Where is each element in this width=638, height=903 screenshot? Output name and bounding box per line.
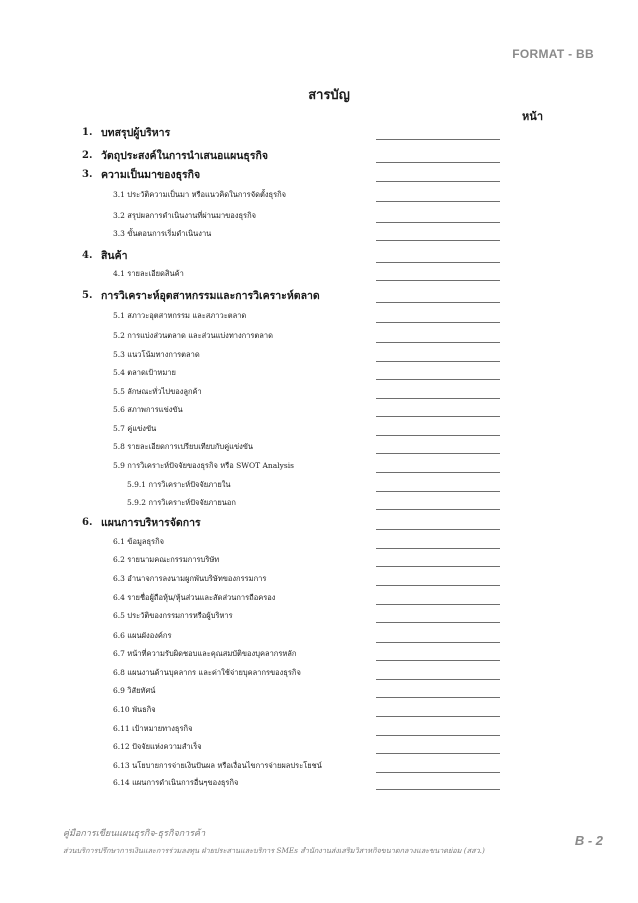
toc-subsection	[0, 738, 638, 756]
page-number-blank-line	[376, 660, 500, 661]
toc-entry-label: 5.9 การวิเคราะห์ปัจจัยของธุรกิจ หรือ SWOT Analysis	[113, 461, 294, 470]
page-number-blank-line	[376, 548, 500, 549]
toc-entry-label: บทสรุปผู้บริหาร	[101, 127, 171, 139]
page-number-blank-line	[376, 342, 500, 343]
page-number-blank-line	[376, 361, 500, 362]
page-number-blank-line	[376, 642, 500, 643]
toc-entry-label: 6.10 พันธกิจ	[113, 705, 156, 714]
toc-section-number: 3.	[82, 169, 93, 180]
page-number-blank-line	[376, 280, 500, 281]
toc-subsection	[0, 607, 638, 625]
toc-entry-label: 5.9.1 การวิเคราะห์ปัจจัยภายใน	[127, 480, 231, 489]
toc-subsection	[0, 307, 638, 325]
toc-subsection	[0, 327, 638, 345]
page-number-blank-line	[376, 240, 500, 241]
toc-entry-label: 6.3 อำนาจการลงนามผูกพันบริษัทของกรรมการ	[113, 574, 267, 583]
format-label: FORMAT - BB	[512, 47, 594, 61]
toc-section	[0, 147, 638, 165]
toc-entry-label: 5.3 แนวโน้มทางการตลาด	[113, 350, 200, 359]
toc-entry-label: 6.7 หน้าที่ความรับผิดชอบและคุณสมบัติของบุคลากรหลัก	[113, 649, 297, 658]
toc-entry-label: สินค้า	[101, 250, 128, 262]
page-number-blank-line	[376, 491, 500, 492]
footer-organization: ส่วนบริการปรึกษาการเงินและการร่วมลงทุน ฝ่ายประสานและบริการ SMEs สำนักงานส่งเสริมวิสาหกิจขนาดกลางและขนาดย่อม (สสว.)	[63, 846, 485, 855]
toc-subsection	[0, 627, 638, 645]
page-number-blank-line	[376, 453, 500, 454]
toc-entry-label: 6.2 รายนามคณะกรรมการบริษัท	[113, 555, 220, 564]
toc-subsection	[0, 701, 638, 719]
toc-entry-label: 3.1 ประวัติความเป็นมา หรือแนวคิดในการจัดตั้งธุรกิจ	[113, 190, 287, 199]
toc-subsection	[0, 533, 638, 551]
toc-subsection	[0, 207, 638, 225]
toc-subsection	[0, 420, 638, 438]
page-number-blank-line	[376, 604, 500, 605]
toc-subsection	[0, 186, 638, 204]
toc-subsection	[0, 225, 638, 243]
page-number-blank-line	[376, 753, 500, 754]
toc-entry-label: 4.1 รายละเอียดสินค้า	[113, 269, 184, 278]
toc-subsection	[0, 720, 638, 738]
toc-entry-label: 6.9 วิสัยทัศน์	[113, 686, 156, 695]
page-number-blank-line	[376, 716, 500, 717]
page-number-blank-line	[376, 398, 500, 399]
page-number-blank-line	[376, 322, 500, 323]
page-number-blank-line	[376, 622, 500, 623]
page-number-blank-line	[376, 435, 500, 436]
toc-section	[0, 166, 638, 184]
page-number-blank-line	[376, 472, 500, 473]
page-number-blank-line	[376, 697, 500, 698]
toc-section-number: 6.	[82, 517, 93, 528]
toc-entry-label: 3.2 สรุปผลการดำเนินงานที่ผ่านมาของธุรกิจ	[113, 211, 257, 220]
toc-entry-label: 6.12 ปัจจัยแห่งความสำเร็จ	[113, 742, 202, 751]
page-number-blank-line	[376, 162, 500, 163]
toc-entry-label: 5.4 ตลาดเป้าหมาย	[113, 368, 176, 377]
toc-entry-label: 6.4 รายชื่อผู้ถือหุ้น/หุ้นส่วนและสัดส่วนการถือครอง	[113, 593, 276, 602]
page-number-blank-line	[376, 679, 500, 680]
toc-subsection	[0, 664, 638, 682]
toc-subsection	[0, 383, 638, 401]
toc-subsection	[0, 346, 638, 364]
toc-subsection	[0, 438, 638, 456]
toc-entry-label: 5.7 คู่แข่งขัน	[113, 424, 157, 433]
toc-section	[0, 124, 638, 142]
toc-entry-label: 6.5 ประวัติของกรรมการหรือผู้บริหาร	[113, 611, 233, 620]
toc-entry-label: 6.13 นโยบายการจ่ายเงินปันผล หรือเงื่อนไขการจ่ายผลประโยชน์	[113, 761, 322, 770]
page-number-blank-line	[376, 262, 500, 263]
toc-entry-label: วัตถุประสงค์ในการนำเสนอแผนธุรกิจ	[101, 150, 268, 162]
page-number-blank-line	[376, 566, 500, 567]
toc-subsection	[0, 682, 638, 700]
page-number-blank-line	[376, 789, 500, 790]
page-number-blank-line	[376, 772, 500, 773]
toc-entry-label: ความเป็นมาของธุรกิจ	[101, 169, 201, 181]
toc-subsection	[0, 589, 638, 607]
toc-entry-label: แผนการบริหารจัดการ	[101, 517, 201, 529]
toc-entry-label: 5.2 การแบ่งส่วนตลาด และส่วนแบ่งทางการตลาด	[113, 331, 273, 340]
toc-section	[0, 247, 638, 265]
toc-subsection	[0, 476, 638, 494]
page-number-blank-line	[376, 509, 500, 510]
toc-entry-label: 5.8 รายละเอียดการเปรียบเทียบกับคู่แข่งขัน	[113, 442, 254, 451]
toc-entry-label: 3.3 ขั้นตอนการเริ่มดำเนินงาน	[113, 229, 212, 238]
toc-entry-label: 5.6 สภาพการแข่งขัน	[113, 405, 183, 414]
toc-entry-label: 5.1 สภาวะอุตสาหกรรม และสภาวะตลาด	[113, 311, 247, 320]
page-number-blank-line	[376, 302, 500, 303]
toc-entry-label: 5.9.2 การวิเคราะห์ปัจจัยภายนอก	[127, 498, 236, 507]
toc-entry-label: 6.6 แผนผังองค์กร	[113, 631, 172, 640]
toc-subsection	[0, 551, 638, 569]
toc-entry-label: 6.8 แผนงานด้านบุคลากร และค่าใช้จ่ายบุคลากรของธุรกิจ	[113, 668, 301, 677]
toc-entry-label: 6.11 เป้าหมายทางธุรกิจ	[113, 724, 193, 733]
toc-subsection	[0, 494, 638, 512]
page-title: สารบัญ	[308, 88, 350, 103]
page-column-header: หน้า	[522, 110, 543, 123]
toc-entry-label: 5.5 ลักษณะทั่วไปของลูกค้า	[113, 387, 202, 396]
page-number-blank-line	[376, 585, 500, 586]
toc-section-number: 5.	[82, 290, 93, 301]
toc-section-number: 2.	[82, 150, 93, 161]
toc-entry-label: การวิเคราะห์อุตสาหกรรมและการวิเคราะห์ตลาด	[101, 290, 320, 302]
page-number-blank-line	[376, 181, 500, 182]
page-number-blank-line	[376, 735, 500, 736]
page-number-blank-line	[376, 201, 500, 202]
page-number-blank-line	[376, 529, 500, 530]
toc-entry-label: 6.1 ข้อมูลธุรกิจ	[113, 537, 165, 546]
toc-section	[0, 514, 638, 532]
toc-subsection	[0, 265, 638, 283]
toc-subsection	[0, 757, 638, 775]
toc-subsection	[0, 457, 638, 475]
toc-entry-label: 6.14 แผนการดำเนินการอื่นๆของธุรกิจ	[113, 778, 239, 787]
toc-subsection	[0, 364, 638, 382]
toc-section	[0, 287, 638, 305]
toc-subsection	[0, 645, 638, 663]
toc-subsection	[0, 401, 638, 419]
footer-manual-title: คู่มือการเขียนแผนธุรกิจ-ธุรกิจการค้า	[63, 829, 206, 839]
page-number-blank-line	[376, 222, 500, 223]
toc-subsection	[0, 570, 638, 588]
page-number-blank-line	[376, 379, 500, 380]
toc-section-number: 4.	[82, 250, 93, 261]
page-number: B - 2	[574, 833, 603, 848]
page-number-blank-line	[376, 416, 500, 417]
toc-section-number: 1.	[82, 127, 93, 138]
toc-subsection	[0, 774, 638, 792]
page-number-blank-line	[376, 139, 500, 140]
